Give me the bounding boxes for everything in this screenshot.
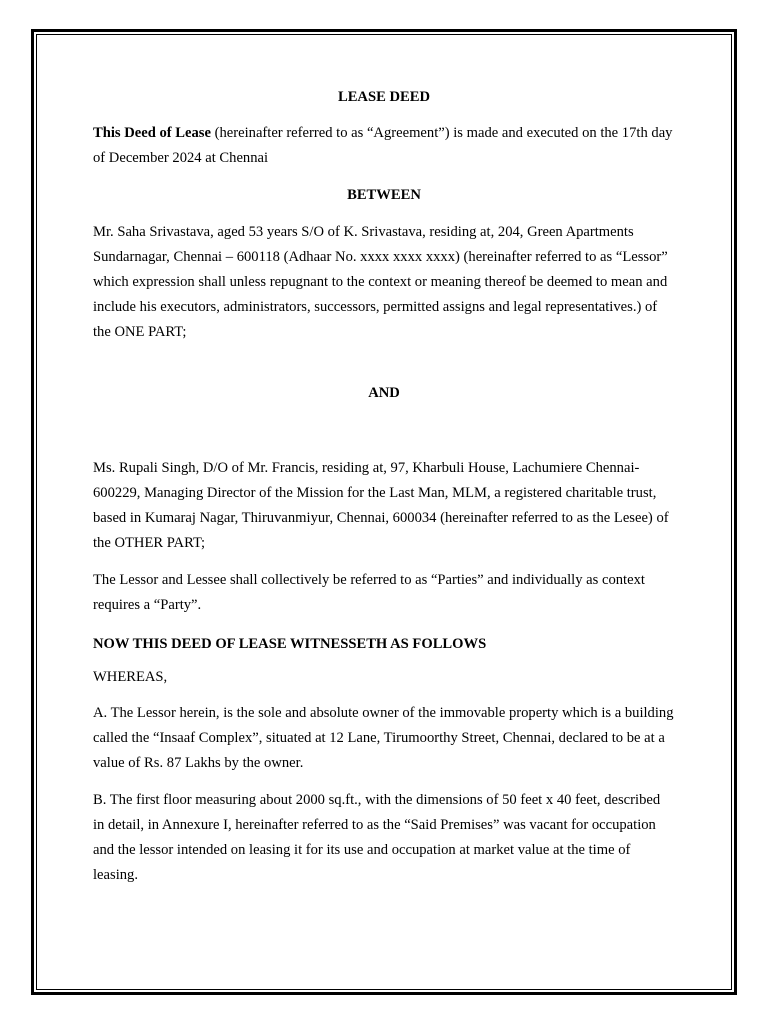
document-title: LEASE DEED xyxy=(337,89,431,105)
lease-deed-document xyxy=(93,85,675,888)
lessee-paragraph: Ms. Rupali Singh, D/O of Mr. Francis, residing at, 97, Kharbuli House, Lachumiere Chennai-600229, Managing Director of the Mission for the Last Man, MLM, a registered charitable trust, based in Kumaraj Nagar, Thiruvanmiyur, Chennai, 600034 (hereinafter referred to as the Lesee) of the OTHER PART; xyxy=(93,460,669,551)
lessor-paragraph: Mr. Saha Srivastava, aged 53 years S/O of K. Srivastava, residing at, 204, Green Apartments Sundarnagar, Chennai – 600118 (Adhaar No. xxxx xxxx xxxx) (hereinafter referred to as “Lessor” which expression shall unless repugnant to the context or meaning thereof be deemed to mean and include his executors, administrators, successors, permitted assigns and legal representatives.) of the ONE PART; xyxy=(93,224,668,340)
and-heading: AND xyxy=(368,385,400,401)
between-heading: BETWEEN xyxy=(347,187,421,203)
intro-paragraph xyxy=(93,121,675,171)
clause-b-paragraph: B. The first floor measuring about 2000 sq.ft., with the dimensions of 50 feet x 40 feet, described in detail, in Annexure I, hereinafter referred to as the “Said Premises” was vacant for occupation and the lessor intended on leasing it for its use and occupation at market value at the time of leasing. xyxy=(93,792,661,883)
intro-bold-lead: This Deed of Lease xyxy=(93,125,211,141)
parties-paragraph: The Lessor and Lessee shall collectively be referred to as “Parties” and individually as context requires a “Party”. xyxy=(93,572,645,613)
clause-a-paragraph: A. The Lessor herein, is the sole and absolute owner of the immovable property which is a building called the “Insaaf Complex”, situated at 12 Lane, Tirumoorthy Street, Chennai, declared to be at a value of Rs. 87 Lakhs by the owner. xyxy=(93,705,674,771)
witness-heading: NOW THIS DEED OF LEASE WITNESSETH AS FOLLOWS xyxy=(93,636,487,652)
whereas-label: WHEREAS, xyxy=(93,669,168,685)
intro-text: (hereinafter referred to as “Agreement”) is made and executed on the 17th day of December 2024 at Chennai xyxy=(93,125,673,166)
